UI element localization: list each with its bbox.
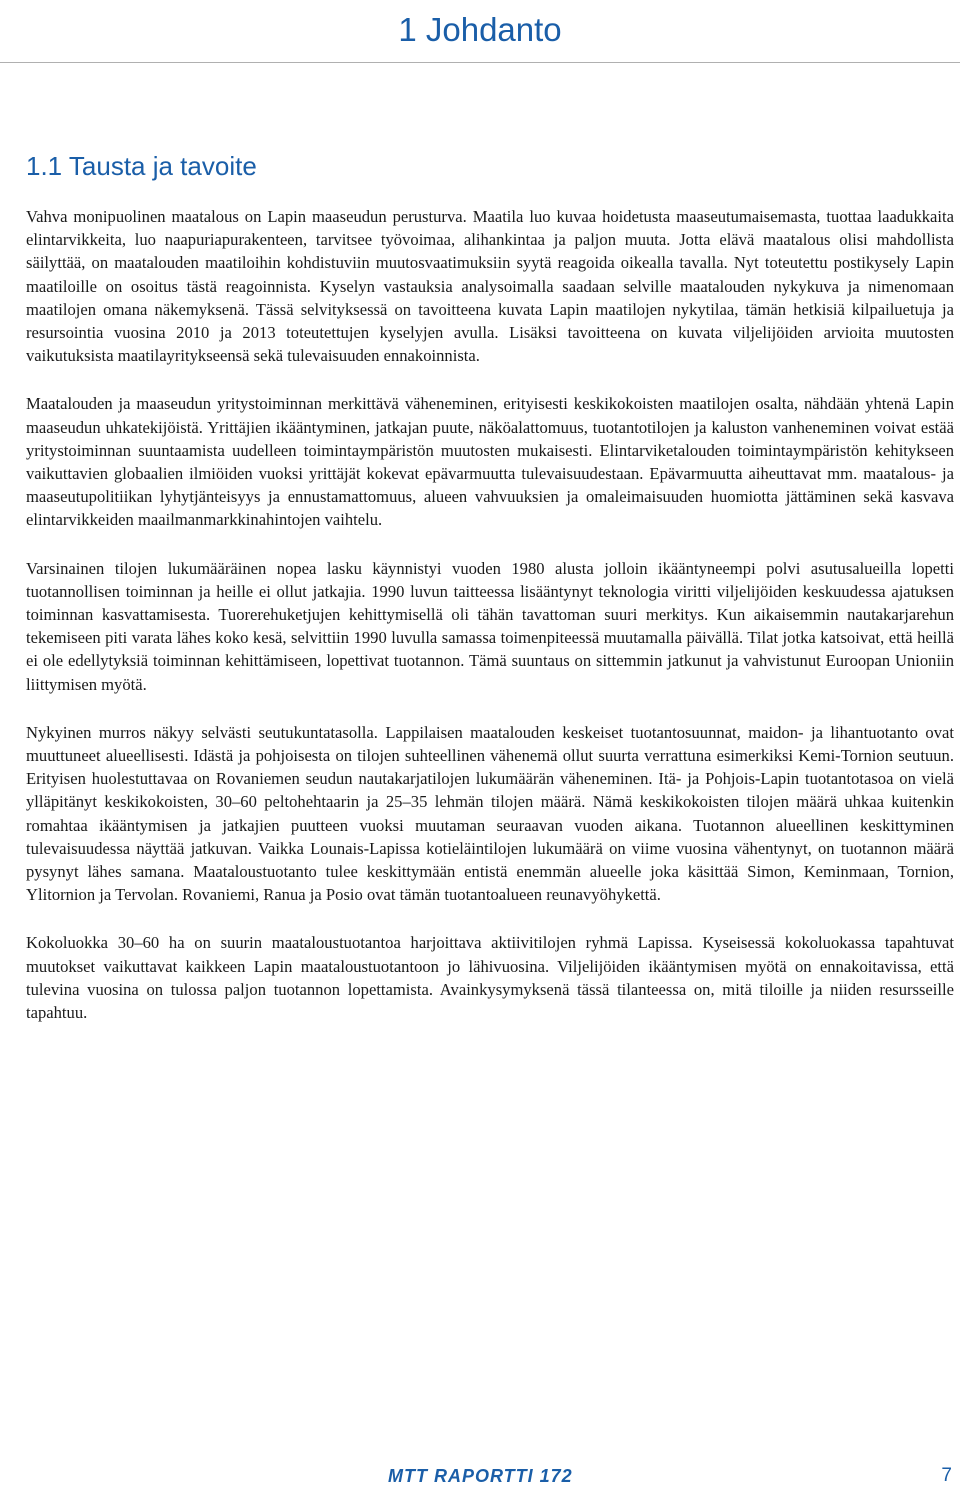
paragraph: Kokoluokka 30–60 ha on suurin maataloustuotantoa harjoittava aktiivitilojen ryhmä Lapissa. Kyseisessä kokoluokassa tapahtuvat muutokset vaikuttavat kaikkeen Lapin maataloustuotantoon jo lähivuosina. Viljelijöiden ikääntymisen myötä on ennakoitavissa, että tulevina vuosina on tulossa paljon tuotannon lopettamista. Avainkysymyksenä tässä tilanteessa on, mitä tiloille ja niiden resursseille tapahtuu. — [26, 933, 954, 1023]
body-text — [26, 205, 954, 1049]
paragraph: Nykyinen murros näkyy selvästi seutukuntatasolla. Lappilaisen maatalouden keskeiset tuotantosuunnat, maidon- ja lihantuotanto ovat muuttuneet alueellisesti. Idästä ja pohjoisesta on tilojen suhteellinen vähenemä ollut suurta verrattuna esimerkiksi Kemi-Tornion seutuun. Erityisen huolestuttavaa on Rovaniemen seudun nautakarjatilojen lukumäärän väheneminen. Itä- ja Pohjois-Lapin tuotantotasoa on vielä ylläpitänyt keskikokoisten, 30–60 peltohehtaarin ja 25–35 lehmän tilojen määrä. Nämä keskikokoisten tilojen määrä uhkaa kuitenkin romahtaa ikääntymisen ja jatkajien puutteen vuoksi muutaman seuraavan vuoden aikana. Tuotannon alueellinen keskittyminen tulevaisuudessa näyttää jatkuvan. Vaikka Lounais-Lapissa kotieläintilojen lukumäärä on viime vuosina vähentynyt, on tuotannon määrä pysynyt lähes samana. Maataloustuotanto tulee keskittymään entistä enemmän alueelle joka käsittää Simon, Keminmaan, Tornion, Ylitornion ja Tervolan. Rovaniemi, Ranua ja Posio ovat tämän tuotantoalueen reunavyöhykettä. — [26, 722, 954, 905]
page-number: 7 — [941, 1465, 952, 1486]
paragraph: Maatalouden ja maaseudun yritystoiminnan merkittävä väheneminen, erityisesti keskikokoisten maatilojen osalta, nähdään yhtenä Lapin maaseudun uhkatekijöistä. Yrittäjien ikääntyminen, jatkajan puute, näköalattomuus, tuotantotilojen ja kaluston vanheneminen voivat estää yritystoiminnan suuntaamista uudelleen toimintaympäristön muutosten mukaisesti. Elintarviketalouden toimintaympäristön kehitykseen vaikuttavien globaalien ilmiöiden vuoksi yrittäjät kokevat epävarmuutta tulevaisuudestaan. Epävarmuutta aiheuttavat mm. maatalous- ja maaseutupolitiikan lyhytjänteisyys ja ennustamattomuus, alueen vahvuuksien ja omaleimaisuuden huomiotta jättäminen sekä kasvava elintarvikkeiden maailmanmarkkinahintojen vaihtelu. — [26, 394, 954, 530]
chapter-title: 1 Johdanto — [398, 11, 562, 48]
section-title: 1.1 Tausta ja tavoite — [26, 151, 257, 181]
paragraph: Vahva monipuolinen maatalous on Lapin maaseudun perusturva. Maatila luo kuvaa hoidetusta maaseutumaisemasta, tuottaa laadukkaita elintarvikkeita, luo naapuriapurakenteen, tarvitsee työvoimaa, alihankintaa ja paljon muuta. Jotta elävä maatalous olisi mahdollista säilyttää, on maatalouden maatiloihin kohdistuviin muutosvaatimuksiin syytä reagoida oikealla tavalla. Nyt toteutettu postikysely Lapin maatiloille on osoitus tästä reagoinnista. Kyselyn vastauksia analysoimalla saadaan selville maatalouden nykykuva ja nimenomaan maatilojen omana näkemyksenä. Tässä selvityksessä on tavoitteena kuvata Lapin maatilojen nykytilaa, tämän hetkisiä kilpailuetuja ja resursointia vuosina 2010 ja 2013 toteutettujen kyselyjen avulla. Lisäksi tavoitteena on kuvata viljelijöiden arvioita muutosten vaikutuksista maatilayritykseensä sekä tulevaisuuden ennakoinnista. — [26, 207, 954, 366]
page-footer — [0, 1465, 960, 1489]
chapter-divider — [0, 62, 960, 63]
report-series-label: MTT RAPORTTI 172 — [388, 1466, 573, 1486]
paragraph: Varsinainen tilojen lukumääräinen nopea lasku käynnistyi vuoden 1980 alusta jolloin ikääntyneempi polvi asutusalueilla lopetti tuotannollisen toiminnan ja heille ei ollut jatkajia. 1990 luvun taitteessa lisääntynyt teknologia viritti viljelijöiden keskuudessa ajatuksen toiminnan kasvattamisesta. Tuorerehuketjujen kehittymisellä oli tähän tavattoman suuri merkitys. Kun aikaisemmin nautakarjarehun tekemiseen piti varata lähes koko kesä, selvittiin 1990 luvulla samassa toimenpiteessä muutamalla päivällä. Tilat jotka katsoivat, että heillä ei ole edellytyksiä toiminnan kehittämiseen, lopettivat tuotannon. Tämä suuntaus on sittemmin jatkunut ja vahvistunut Euroopan Unioniin liittymisen myötä. — [26, 558, 954, 694]
